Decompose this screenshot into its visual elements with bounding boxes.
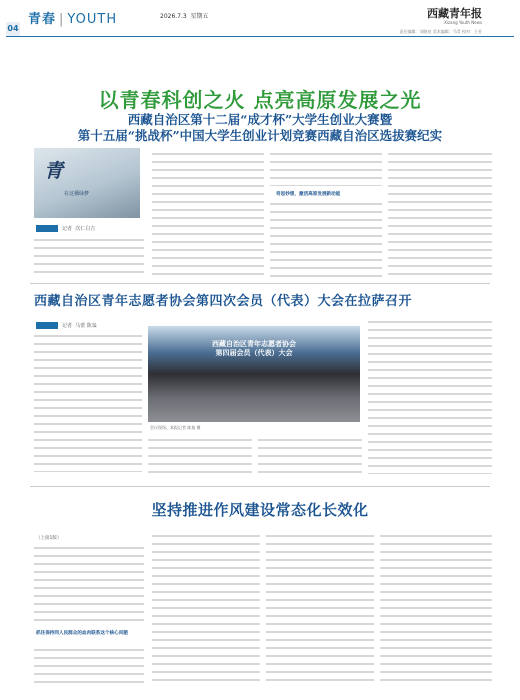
issue-date xyxy=(160,11,209,20)
lead-subtitle-1: 西藏自治区第十二届“成才杯”大学生创业大赛暨 xyxy=(127,112,393,127)
section-divider-2 xyxy=(30,486,490,487)
article2-col3-body xyxy=(258,436,362,476)
byline-name-2: 马蕾 陈枭 xyxy=(75,323,97,329)
section-title-cn: 青春 xyxy=(28,12,57,27)
article3-col1-body-b xyxy=(34,646,144,686)
page-number: 04 xyxy=(6,22,20,36)
article3-col2-body xyxy=(152,532,260,686)
stage-banner xyxy=(188,340,320,358)
date-text: 2026.7.3 xyxy=(160,13,187,20)
lead-byline xyxy=(36,225,95,232)
lead-col3-subhead: 奇思妙想，激活高原发展新动能 xyxy=(276,192,341,197)
banner-line-1: 西藏自治区青年志愿者协会 xyxy=(212,340,296,348)
byline-label-2: 记者 xyxy=(62,323,73,329)
article3-col1-body xyxy=(34,544,144,626)
page-header xyxy=(0,0,520,46)
calligraphy-text: 青 xyxy=(44,160,64,182)
article3-sublead: （上接1版） xyxy=(36,536,62,541)
section-title-en: YOUTH xyxy=(67,12,118,27)
lead-photo xyxy=(34,148,140,218)
byline-tag-icon-2 xyxy=(36,322,58,329)
lead-col3-body-b xyxy=(270,200,382,278)
lead-col2-body xyxy=(152,150,264,278)
section-title: 青春 | YOUTH xyxy=(28,12,118,27)
byline-tag-icon xyxy=(36,225,58,232)
article2-photo xyxy=(148,326,360,422)
newspaper-name-en: Xizang Youth News xyxy=(444,20,482,25)
lead-col3-body xyxy=(270,150,382,186)
byline-label: 记者 xyxy=(62,226,73,232)
article2-headline: 西藏自治区青年志愿者协会第四次会员（代表）大会在拉萨召开 xyxy=(34,294,413,309)
article2-byline xyxy=(36,322,97,329)
banner-line-2: 第四届会员（代表）大会 xyxy=(215,349,293,357)
article3-col4-body xyxy=(380,532,492,686)
article3-headline: 坚持推进作风建设常态化长效化 xyxy=(151,501,369,519)
lead-col4-body xyxy=(388,150,492,278)
article3-col3-body xyxy=(266,532,374,686)
newspaper-name: 西藏青年报 xyxy=(427,7,482,20)
article2-col4-body xyxy=(368,318,492,474)
photo-caption: 会议现场。本报记者 陈枭 摄 xyxy=(150,425,201,430)
lead-headline: 以青春科创之火 点亮高原发展之光 xyxy=(98,88,422,112)
calligraphy-subtext: 在这播绿梦 xyxy=(64,191,90,197)
header-rule xyxy=(6,36,514,37)
weekday-text: 星期五 xyxy=(190,13,209,20)
article3-subhead: 抓住保持同人民群众的血肉联系这个核心问题 xyxy=(36,631,128,636)
lead-subtitle-2: 第十五届“挑战杯”中国大学生创业计划竞赛西藏自治区选拔赛纪实 xyxy=(77,128,443,143)
byline-name: 次仁白吉 xyxy=(75,226,96,232)
lead-col1-body xyxy=(34,236,144,278)
section-divider-1 xyxy=(30,283,490,284)
article2-col1-body xyxy=(34,332,142,472)
editor-credits: 责任编辑：刘晓亮 美术编辑：马青 校对：王芳 xyxy=(399,29,482,34)
article2-col2-body xyxy=(148,436,252,476)
